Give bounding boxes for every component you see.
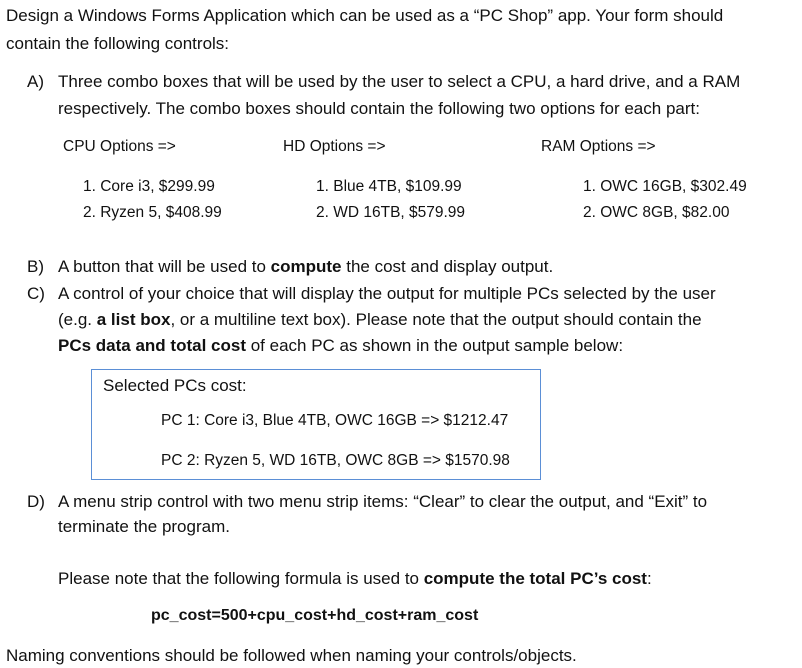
item-c-line-2-bold: a list box xyxy=(96,310,171,329)
ram-option-1: 1. OWC 16GB, $302.49 xyxy=(583,178,747,195)
sample-title: Selected PCs cost: xyxy=(103,376,247,395)
item-b-post: the cost and display output. xyxy=(341,257,554,276)
formula-expression: pc_cost=500+cpu_cost+hd_cost+ram_cost xyxy=(151,607,479,624)
item-d-marker: D) xyxy=(27,492,45,511)
sample-line-2: PC 2: Ryzen 5, WD 16TB, OWC 8GB => $1570.98 xyxy=(161,452,510,469)
formula-note-bold: compute the total PC’s cost xyxy=(423,569,647,588)
item-c-line-3-bold: PCs data and total cost xyxy=(58,336,246,355)
formula-note xyxy=(58,567,652,591)
item-a-marker: A) xyxy=(27,72,44,91)
hd-option-2: 2. WD 16TB, $579.99 xyxy=(316,204,466,221)
intro-line-2: contain the following controls: xyxy=(6,34,230,53)
item-c-line-3-post: of each PC as shown in the output sample below: xyxy=(245,336,624,355)
item-c-line-2-post: , or a multiline text box). Please note that the output should contain the xyxy=(170,310,702,329)
item-b-bold: compute xyxy=(270,257,342,276)
item-b-text xyxy=(58,255,553,279)
item-c-line-1: A control of your choice that will display the output for multiple PCs selected by the user xyxy=(58,284,716,303)
cpu-option-1: 1. Core i3, $299.99 xyxy=(83,178,215,195)
footer-note: Naming conventions should be followed when naming your controls/objects. xyxy=(6,646,577,665)
cpu-option-2: 2. Ryzen 5, $408.99 xyxy=(83,204,222,221)
item-d-line-1: A menu strip control with two menu strip items: “Clear” to clear the output, and “Exit” to xyxy=(58,492,708,511)
cpu-options-header: CPU Options => xyxy=(63,138,176,155)
formula-note-pre: Please note that the following formula is used to xyxy=(58,569,424,588)
item-a-line-2: respectively. The combo boxes should contain the following two options for each part: xyxy=(58,99,700,118)
item-c-marker: C) xyxy=(27,284,45,303)
item-c-line-2 xyxy=(58,308,702,332)
formula-note-post: : xyxy=(646,569,652,588)
item-b-pre: A button that will be used to xyxy=(58,257,271,276)
ram-option-2: 2. OWC 8GB, $82.00 xyxy=(583,204,730,221)
hd-option-1: 1. Blue 4TB, $109.99 xyxy=(316,178,462,195)
item-c-line-3 xyxy=(58,334,623,358)
item-d-line-2: terminate the program. xyxy=(58,517,230,536)
sample-line-1: PC 1: Core i3, Blue 4TB, OWC 16GB => $1212.47 xyxy=(161,412,509,429)
hd-options-header: HD Options => xyxy=(283,138,386,155)
item-b-marker: B) xyxy=(27,257,44,276)
ram-options-header: RAM Options => xyxy=(541,138,656,155)
item-c-line-2-pre: (e.g. xyxy=(58,310,97,329)
intro-line-1: Design a Windows Forms Application which can be used as a “PC Shop” app. Your form should xyxy=(6,6,724,25)
item-a-line-1: Three combo boxes that will be used by the user to select a CPU, a hard drive, and a RAM xyxy=(58,72,741,91)
